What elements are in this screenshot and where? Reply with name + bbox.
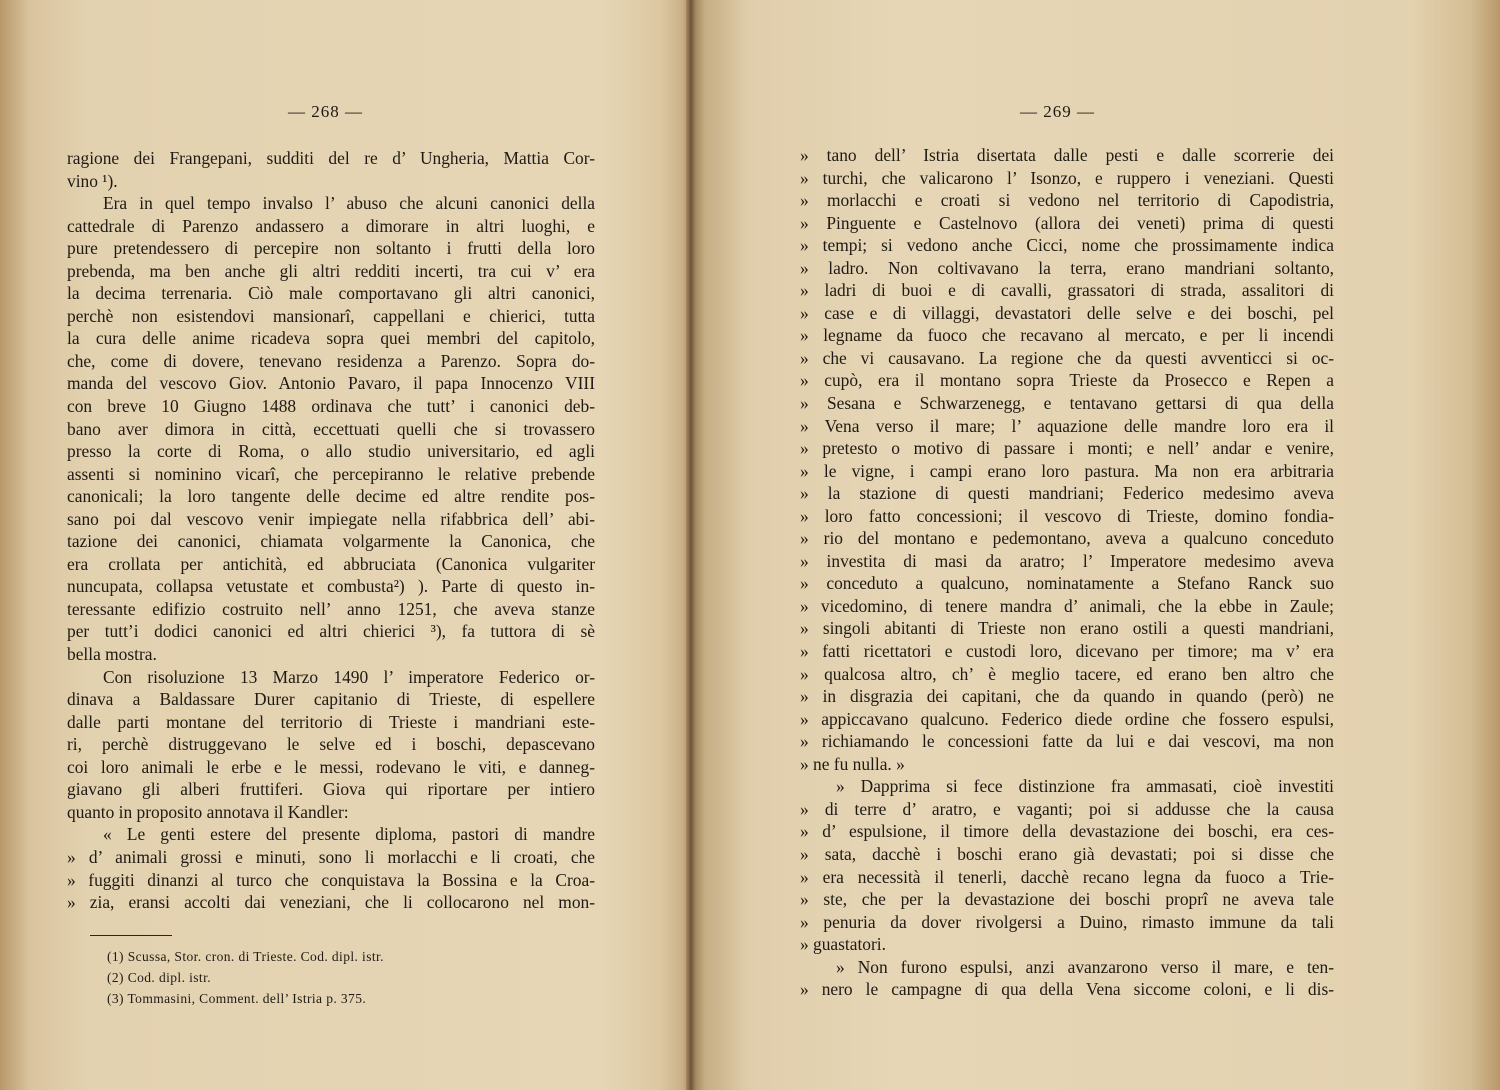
- right-page-body: [800, 144, 1334, 1001]
- text-line: » legname da fuoco che recavano al mercato, e per li incendi: [800, 325, 1334, 346]
- text-line: giavano gli alberi fruttiferi. Giova qui riportare per intiero: [67, 779, 595, 800]
- text-line: » ste, che per la devastazione dei boschi proprî ne aveva tale: [800, 889, 1334, 910]
- text-line: » guastatori.: [800, 934, 886, 955]
- text-line: » conceduto a qualcuno, nominatamente a Stefano Ranck suo: [800, 573, 1334, 594]
- footnotes: [107, 946, 384, 1009]
- text-line: vino ¹).: [67, 170, 118, 191]
- left-page-body: [67, 147, 595, 914]
- text-line: con breve 10 Giugno 1488 ordinava che tutt’ i canonici deb-: [67, 396, 595, 417]
- text-line: cattedrale di Parenzo andassero a dimorare in altri luoghi, e: [67, 215, 595, 236]
- footnote-rule: [90, 935, 172, 936]
- text-line: » d’ espulsione, il timore della devastazione dei boschi, era ces-: [800, 821, 1334, 842]
- text-line: » rio del montano e pedemontano, aveva a qualcuno conceduto: [800, 528, 1334, 549]
- left-page: [0, 0, 690, 1090]
- text-line: era crollata per antichità, ed abbruciata (Canonica vulgariter: [67, 553, 595, 574]
- footnote: (2) Cod. dipl. istr.: [107, 970, 212, 985]
- text-line: » case e di villaggi, devastatori delle selve e dei boschi, pel: [800, 302, 1334, 323]
- text-line: quanto in proposito annotava il Kandler:: [67, 801, 349, 822]
- text-line: » che vi causavano. La regione che da questi avventicci si oc-: [800, 347, 1334, 368]
- text-line: tazione dei canonici, chiamata volgarmente la Canonica, che: [67, 531, 595, 552]
- text-line: » morlacchi e croati si vedono nel territorio di Capodistria,: [800, 190, 1334, 211]
- text-line: perchè non esistendovi mansionarî, cappellani e chierici, tutta: [67, 305, 595, 326]
- text-line: Con risoluzione 13 Marzo 1490 l’ imperatore Federico or-: [103, 666, 595, 687]
- text-line: » pretesto o motivo di passare i monti; e nell’ andar e venire,: [800, 438, 1334, 459]
- text-line: » d’ animali grossi e minuti, sono li morlacchi e li croati, che: [67, 846, 595, 867]
- text-line: » turchi, che valicarono l’ Isonzo, e ruppero i veneziani. Questi: [800, 167, 1334, 188]
- text-line: che, come di dovere, tenevano residenza a Parenzo. Sopra do-: [67, 350, 595, 371]
- footnote: (3) Tommasini, Comment. dell’ Istria p. 375.: [107, 991, 367, 1006]
- text-line: bella mostra.: [67, 644, 157, 665]
- footnote: (1) Scussa, Stor. cron. di Trieste. Cod. dipl. istr.: [107, 949, 384, 964]
- text-line: ri, perchè distruggevano le selve ed i boschi, depascevano: [67, 734, 595, 755]
- text-line: » vicedomino, di tenere mandra d’ animali, che la ebbe in Zaule;: [800, 595, 1334, 616]
- page-number-left: — 268 —: [288, 102, 363, 121]
- text-line: la decima terrenaria. Ciò male comportavano gli altri canonici,: [67, 283, 595, 304]
- text-line: dalle parti montane del territorio di Trieste i mandriani este-: [67, 711, 595, 732]
- text-line: » investita di masi da aratro; l’ Imperatore medesimo aveva: [800, 550, 1334, 571]
- text-line: prebenda, ma ben anche gli altri redditi incerti, tra cui v’ era: [67, 260, 595, 281]
- text-line: » qualcosa altro, ch’ è meglio tacere, ed erano ben altro che: [800, 663, 1334, 684]
- text-line: « Le genti estere del presente diploma, pastori di mandre: [103, 824, 595, 845]
- text-line: » in disgrazia dei capitani, che da quando in quando (però) ne: [800, 686, 1334, 707]
- text-line: assenti si nominino vicarî, che percepiranno le relative prebende: [67, 463, 595, 484]
- text-line: nuncupata, collapsa vetustate et combusta²) ). Parte di questo in-: [67, 576, 595, 597]
- text-line: » ne fu nulla. »: [800, 753, 905, 774]
- text-line: » era necessità il tenerli, dacchè recano legna da fuoco a Trie-: [800, 866, 1334, 887]
- text-line: » Vena verso il mare; l’ aquazione delle mandre loro era il: [800, 415, 1334, 436]
- text-line: canonicali; la loro tangente delle decime ed altre rendite pos-: [67, 486, 595, 507]
- text-line: per tutt’i dodici canonici ed altri chierici ³), fa tuttora di sè: [67, 621, 595, 642]
- text-line: » ladro. Non coltivavano la terra, erano mandriani soltanto,: [800, 257, 1334, 278]
- text-line: la cura delle anime ricadeva sopra quei membri del capitolo,: [67, 328, 595, 349]
- text-line: coi loro animali le erbe e le messi, rodevano le viti, e danneg-: [67, 756, 595, 777]
- text-line: » loro fatto concessioni; il vescovo di Trieste, domino fondia-: [800, 505, 1334, 526]
- text-line: bano aver dimora in città, eccettuati quelli che si trovassero: [67, 418, 595, 439]
- text-line: » penuria da dover rivolgersi a Duino, rimasto immune da tali: [800, 911, 1334, 932]
- text-line: » tano dell’ Istria disertata dalle pesti e dalle scorrerie dei: [800, 145, 1334, 165]
- text-line: pure pretendessero di percepire non soltanto i frutti della loro: [67, 238, 595, 259]
- text-line: teressante edifizio costruito nell’ anno 1251, che aveva stanze: [67, 598, 595, 619]
- text-line: » le vigne, i campi erano loro pastura. Ma non era arbitraria: [800, 460, 1334, 481]
- text-line: » sata, dacchè i boschi erano già devastati; poi si disse che: [800, 843, 1334, 864]
- text-line: » cupò, era il montano sopra Trieste da Prosecco e Repen a: [800, 370, 1334, 391]
- text-line: sano poi dal vescovo venir impiegate nella rifabbrica dell’ abi-: [67, 508, 595, 529]
- text-line: » la stazione di questi mandriani; Federico medesimo aveva: [800, 483, 1334, 504]
- text-line: » Non furono espulsi, anzi avanzarono verso il mare, e ten-: [836, 956, 1334, 977]
- text-line: » nero le campagne di qua della Vena siccome coloni, e li dis-: [800, 979, 1334, 1000]
- text-line: » Sesana e Schwarzenegg, e tentavano gettarsi di qua della: [800, 393, 1334, 414]
- text-line: » di terre d’ aratro, e vaganti; poi si addusse che la causa: [800, 798, 1334, 819]
- text-line: Era in quel tempo invalso l’ abuso che alcuni canonici della: [103, 193, 595, 214]
- text-line: » Pinguente e Castelnovo (allora dei veneti) prima di questi: [800, 212, 1334, 233]
- text-line: » tempi; si vedono anche Cicci, nome che prossimamente indica: [800, 235, 1334, 256]
- text-line: presso la corte di Roma, o allo studio universitario, ed agli: [67, 441, 595, 462]
- text-line: » appiccavano qualcuno. Federico diede ordine che fossero espulsi,: [800, 708, 1334, 729]
- text-line: » ladri di buoi e di cavalli, grassatori di strada, assalitori di: [800, 280, 1334, 301]
- text-line: » zia, eransi accolti dai veneziani, che li collocarono nel mon-: [67, 892, 595, 913]
- text-line: manda del vescovo Giov. Antonio Pavaro, il papa Innocenzo VIII: [67, 373, 595, 394]
- text-line: » Dapprima si fece distinzione fra ammasati, cioè investiti: [836, 776, 1334, 797]
- page-number-right: — 269 —: [1020, 102, 1095, 121]
- text-line: dinava a Baldassare Durer capitanio di Trieste, di espellere: [67, 689, 595, 710]
- text-line: ragione dei Frangepani, sudditi del re d’ Ungheria, Mattia Cor-: [67, 148, 595, 168]
- text-line: » singoli abitanti di Trieste non erano ostili a questi mandriani,: [800, 618, 1334, 639]
- text-line: » fatti ricettatori e custodi loro, dicevano per timore; ma v’ era: [800, 641, 1334, 662]
- text-line: » fuggiti dinanzi al turco che conquistava la Bossina e la Croa-: [67, 869, 595, 890]
- text-line: » richiamando le concessioni fatte da lui e dai vescovi, ma non: [800, 731, 1334, 752]
